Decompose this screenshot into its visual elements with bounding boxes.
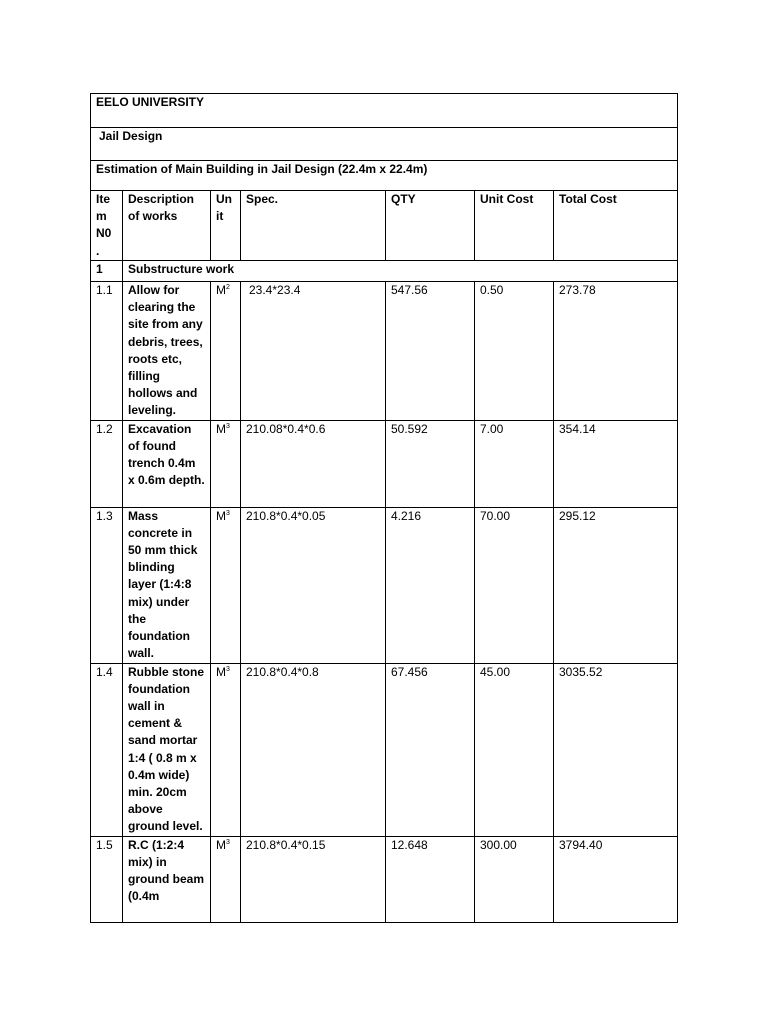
title-row [91, 161, 678, 191]
table-row [91, 663, 678, 836]
item-unit-cost: 45.00 [475, 663, 554, 836]
unit-base: M [216, 421, 226, 436]
header-spec: Spec. [241, 191, 386, 261]
header-unit-cost: Unit Cost [475, 191, 554, 261]
item-qty: 50.592 [386, 420, 475, 507]
item-total-cost: 3794.40 [554, 836, 678, 922]
item-description: Excavation of found trench 0.4m x 0.6m depth. [123, 420, 211, 507]
item-number: 1.3 [91, 507, 123, 663]
unit-base: M [216, 664, 226, 679]
estimate-title: Estimation of Main Building in Jail Design (22.4m x 22.4m) [91, 161, 678, 191]
item-spec: 210.8*0.4*0.15 [241, 836, 386, 922]
item-total-cost: 295.12 [554, 507, 678, 663]
header-qty: QTY [386, 191, 475, 261]
header-description: Description of works [123, 191, 211, 261]
item-total-cost: 3035.52 [554, 663, 678, 836]
item-total-cost: 273.78 [554, 282, 678, 421]
item-unit [211, 420, 241, 507]
item-spec: 210.8*0.4*0.05 [241, 507, 386, 663]
section-number: 1 [91, 261, 123, 282]
unit-base: M [216, 508, 226, 523]
item-unit [211, 282, 241, 421]
table-row [91, 836, 678, 922]
section-title: Substructure work [123, 261, 678, 282]
item-unit-cost: 70.00 [475, 507, 554, 663]
unit-power: 3 [226, 422, 230, 430]
unit-base: M [216, 837, 226, 852]
item-unit-cost: 300.00 [475, 836, 554, 922]
header-item-no: Item N0 . [91, 191, 123, 261]
institution-name: EELO UNIVERSITY [91, 94, 678, 128]
institution-row [91, 94, 678, 128]
item-total-cost: 354.14 [554, 420, 678, 507]
item-spec: 210.8*0.4*0.8 [241, 663, 386, 836]
item-spec: 210.08*0.4*0.6 [241, 420, 386, 507]
table-row [91, 282, 678, 421]
item-description: Mass concrete in 50 mm thick blinding layer (1:4:8 mix) under the foundation wall. [123, 507, 211, 663]
unit-power: 3 [226, 838, 230, 846]
item-number: 1.2 [91, 420, 123, 507]
item-number: 1.1 [91, 282, 123, 421]
item-number: 1.5 [91, 836, 123, 922]
unit-power: 3 [226, 665, 230, 673]
item-qty: 547.56 [386, 282, 475, 421]
column-header-row [91, 191, 678, 261]
item-qty: 4.216 [386, 507, 475, 663]
header-total-cost: Total Cost [554, 191, 678, 261]
unit-power: 2 [226, 284, 230, 291]
table-row [91, 507, 678, 663]
bill-of-quantities-table [90, 93, 678, 923]
item-qty: 67.456 [386, 663, 475, 836]
item-unit-cost: 7.00 [475, 420, 554, 507]
project-row [91, 128, 678, 161]
item-unit [211, 663, 241, 836]
item-spec: 23.4*23.4 [241, 282, 386, 421]
unit-power: 3 [226, 509, 230, 517]
item-qty: 12.648 [386, 836, 475, 922]
item-unit [211, 507, 241, 663]
section-row [91, 261, 678, 282]
item-unit [211, 836, 241, 922]
unit-base: M [216, 283, 226, 297]
item-number: 1.4 [91, 663, 123, 836]
item-description: Rubble stone foundation wall in cement & sand mortar 1:4 ( 0.8 m x 0.4m wide) min. 20cm above ground level. [123, 663, 211, 836]
estimate-document [90, 93, 677, 923]
header-unit: Unit [211, 191, 241, 261]
item-description: Allow for clearing the site from any debris, trees, roots etc, filling hollows and leveling. [123, 282, 211, 421]
project-name: Jail Design [99, 129, 163, 143]
item-description: R.C (1:2:4 mix) in ground beam (0.4m [123, 836, 211, 922]
table-row [91, 420, 678, 507]
item-unit-cost: 0.50 [475, 282, 554, 421]
